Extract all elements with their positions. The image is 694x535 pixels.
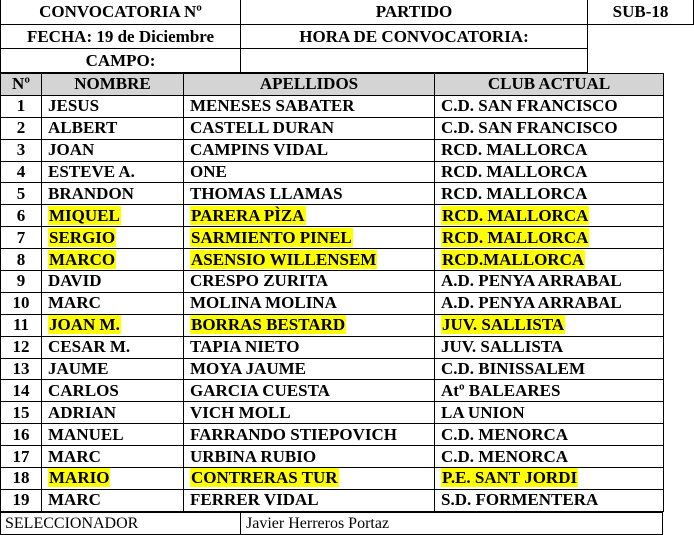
apellidos-cell — [184, 489, 435, 511]
apellidos-cell — [184, 468, 435, 490]
club-cell — [435, 117, 664, 139]
apellidos-text: ONE — [190, 162, 227, 181]
club-text: C.D. SAN FRANCISCO — [441, 118, 618, 138]
club-text: JUV. SALLISTA — [441, 337, 564, 357]
nombre-text: JAUME — [48, 359, 109, 379]
nombre-cell — [42, 95, 184, 117]
row-number-cell: 18 — [1, 468, 42, 490]
nombre-cell — [42, 117, 184, 139]
campo-cell: CAMPO: — [0, 48, 241, 73]
nombre-cell — [42, 161, 184, 183]
apellidos-text: FARRANDO STIEPOVICH — [190, 424, 398, 444]
club-cell — [435, 468, 664, 490]
row-number-cell: 9 — [1, 271, 42, 293]
club-cell — [435, 139, 664, 161]
convocatoria-number-cell: CONVOCATORIA Nº — [0, 0, 241, 25]
club-text: S.D. FORMENTERA — [441, 490, 599, 510]
table-row — [1, 424, 664, 446]
club-cell — [435, 336, 664, 358]
apellidos-cell — [184, 139, 435, 161]
apellidos-cell — [184, 336, 435, 358]
partido-cell: PARTIDO — [240, 0, 588, 25]
apellidos-text: THOMAS LLAMAS — [190, 183, 343, 203]
club-text: C.D. MENORCA — [441, 446, 569, 466]
apellidos-cell — [184, 161, 435, 183]
row-number-cell: 13 — [1, 358, 42, 380]
nombre-text: SERGIO — [49, 227, 116, 247]
apellidos-text: MOLINA MOLINA — [190, 293, 337, 313]
nombre-text: MIQUEL — [49, 205, 120, 225]
club-cell — [435, 205, 664, 227]
table-row — [1, 183, 664, 205]
roster-table — [0, 73, 664, 512]
nombre-cell — [42, 358, 184, 380]
apellidos-text: BORRAS BESTARD — [191, 315, 346, 335]
row-number-cell: 5 — [1, 183, 42, 205]
club-text: RCD. MALLORCA — [442, 205, 589, 225]
table-row — [1, 489, 664, 511]
apellidos-text: MOYA JAUME — [190, 359, 307, 379]
column-header-num: Nº — [1, 74, 42, 96]
row-number-cell: 10 — [1, 292, 42, 314]
table-row — [1, 117, 664, 139]
apellidos-text: VICH MOLL — [190, 402, 291, 422]
table-row — [1, 227, 664, 249]
column-header-apellidos: APELLIDOS — [184, 74, 435, 96]
apellidos-text: CASTELL DURAN — [190, 118, 335, 138]
row-number-cell: 1 — [1, 95, 42, 117]
nombre-text: MARCO — [49, 249, 116, 269]
table-row — [1, 139, 664, 161]
nombre-text: MANUEL — [48, 424, 124, 444]
apellidos-cell — [184, 205, 435, 227]
nombre-cell — [42, 139, 184, 161]
apellidos-text: PARERA PÌZA — [191, 205, 305, 225]
apellidos-cell — [184, 424, 435, 446]
apellidos-cell — [184, 271, 435, 293]
club-text: RCD. MALLORCA — [441, 183, 588, 203]
apellidos-text: TAPIA NIETO — [190, 337, 300, 357]
nombre-text: ADRIAN — [48, 402, 116, 422]
nombre-cell — [42, 183, 184, 205]
club-text: LA UNION — [441, 402, 525, 422]
apellidos-text: SARMIENTO PINEL — [191, 227, 352, 247]
table-row — [1, 402, 664, 424]
nombre-text: ALBERT — [48, 118, 118, 138]
club-cell — [435, 380, 664, 402]
apellidos-text: MENESES SABATER — [190, 96, 355, 116]
nombre-cell — [42, 292, 184, 314]
apellidos-cell — [184, 227, 435, 249]
row-number-cell: 3 — [1, 139, 42, 161]
nombre-cell — [42, 271, 184, 293]
nombre-cell — [42, 489, 184, 511]
club-text: C.D. MENORCA — [441, 424, 569, 444]
table-row — [1, 446, 664, 468]
club-cell — [435, 292, 664, 314]
nombre-cell — [42, 205, 184, 227]
apellidos-cell — [184, 292, 435, 314]
nombre-text: CESAR M. — [48, 337, 131, 357]
apellidos-cell — [184, 314, 435, 336]
selector-label: SELECCIONADOR — [5, 514, 139, 532]
table-row — [1, 205, 664, 227]
club-cell — [435, 271, 664, 293]
club-cell — [435, 424, 664, 446]
nombre-cell — [42, 336, 184, 358]
club-text: C.D. SAN FRANCISCO — [441, 96, 618, 116]
club-cell — [435, 249, 664, 271]
apellidos-text: CRESPO ZURITA — [190, 271, 329, 291]
table-row — [1, 292, 664, 314]
nombre-text: DAVID — [48, 271, 102, 291]
apellidos-text: FERRER VIDAL — [190, 490, 319, 510]
club-text: A.D. PENYA ARRABAL — [441, 293, 622, 313]
row-number-cell: 14 — [1, 380, 42, 402]
club-cell — [435, 183, 664, 205]
roster-header-row — [1, 74, 664, 96]
row-number-cell: 8 — [1, 249, 42, 271]
campo-value-cell — [240, 48, 588, 73]
club-text: Atº BALEARES — [441, 380, 561, 400]
apellidos-cell — [184, 183, 435, 205]
apellidos-cell — [184, 95, 435, 117]
apellidos-text: CAMPINS VIDAL — [190, 140, 329, 160]
row-number-cell: 2 — [1, 117, 42, 139]
club-cell — [435, 358, 664, 380]
row-number-cell: 16 — [1, 424, 42, 446]
apellidos-text: CONTRERAS TUR — [191, 468, 338, 488]
row-number-cell: 17 — [1, 446, 42, 468]
apellidos-text: URBINA RUBIO — [190, 446, 317, 466]
table-row — [1, 161, 664, 183]
club-text: C.D. BINISSALEM — [441, 359, 586, 379]
nombre-text: MARC — [48, 490, 101, 510]
table-row — [1, 468, 664, 490]
table-row — [1, 336, 664, 358]
row-number-cell: 11 — [1, 314, 42, 336]
nombre-text: CARLOS — [48, 380, 119, 400]
nombre-cell — [42, 227, 184, 249]
club-cell — [435, 314, 664, 336]
nombre-cell — [42, 468, 184, 490]
club-text: RCD. MALLORCA — [441, 140, 588, 160]
nombre-cell — [42, 446, 184, 468]
column-header-nombre: NOMBRE — [42, 74, 184, 96]
nombre-cell — [42, 249, 184, 271]
club-cell — [435, 489, 664, 511]
roster-body — [1, 95, 664, 511]
club-text: A.D. PENYA ARRABAL — [441, 271, 622, 291]
apellidos-cell — [184, 446, 435, 468]
club-cell — [435, 95, 664, 117]
apellidos-cell — [184, 380, 435, 402]
nombre-text: MARC — [48, 446, 101, 466]
fecha-cell: FECHA: 19 de Diciembre — [0, 24, 241, 49]
nombre-cell — [42, 314, 184, 336]
club-text: P.E. SANT JORDI — [442, 468, 578, 488]
apellidos-text: ASENSIO WILLENSEM — [191, 249, 377, 269]
club-cell — [435, 402, 664, 424]
club-cell — [435, 227, 664, 249]
nombre-cell — [42, 402, 184, 424]
selector-name-cell — [240, 512, 663, 535]
row-number-cell: 12 — [1, 336, 42, 358]
club-text: RCD. MALLORCA — [442, 227, 589, 247]
table-row — [1, 358, 664, 380]
nombre-cell — [42, 380, 184, 402]
apellidos-text: GARCIA CUESTA — [190, 380, 330, 400]
club-cell — [435, 446, 664, 468]
nombre-text: BRANDON — [48, 183, 134, 203]
apellidos-cell — [184, 249, 435, 271]
selector-name: Javier Herreros Portaz — [246, 514, 390, 532]
column-header-club: CLUB ACTUAL — [435, 74, 664, 96]
hora-convocatoria-cell: HORA DE CONVOCATORIA: — [240, 24, 588, 49]
selector-label-cell — [0, 512, 241, 535]
nombre-text: MARIO — [49, 468, 110, 488]
apellidos-cell — [184, 402, 435, 424]
apellidos-cell — [184, 358, 435, 380]
row-number-cell: 19 — [1, 489, 42, 511]
category-cell: SUB-18 — [587, 0, 694, 25]
nombre-cell — [42, 424, 184, 446]
nombre-text: JOAN — [48, 140, 95, 160]
club-text: RCD. MALLORCA — [441, 162, 588, 181]
nombre-text: JOAN M. — [49, 315, 120, 335]
nombre-text: MARC — [48, 293, 101, 313]
nombre-text: ESTEVE A. — [48, 162, 135, 181]
club-text: RCD.MALLORCA — [442, 249, 585, 269]
row-number-cell: 7 — [1, 227, 42, 249]
table-row — [1, 380, 664, 402]
row-number-cell: 6 — [1, 205, 42, 227]
row-number-cell: 4 — [1, 161, 42, 183]
table-row — [1, 95, 664, 117]
table-row — [1, 314, 664, 336]
club-text: JUV. SALLISTA — [442, 315, 565, 335]
club-cell — [435, 161, 664, 183]
apellidos-cell — [184, 117, 435, 139]
table-row — [1, 271, 664, 293]
table-row — [1, 249, 664, 271]
nombre-text: JESUS — [48, 96, 100, 116]
row-number-cell: 15 — [1, 402, 42, 424]
